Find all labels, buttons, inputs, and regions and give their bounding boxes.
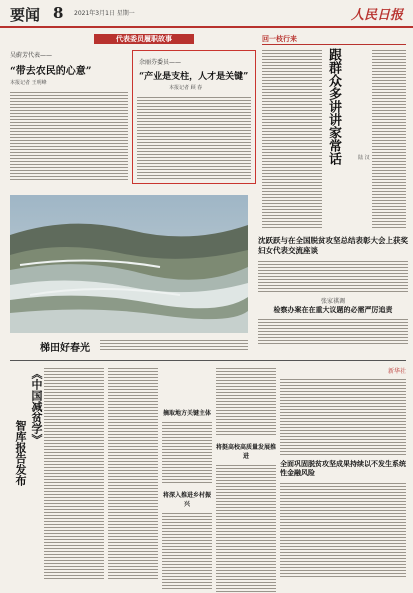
photo-caption-title: 梯田好春光	[40, 343, 90, 354]
sub2-pre-body	[216, 366, 276, 436]
bottom-divider	[10, 360, 406, 361]
middle-right-block	[258, 236, 408, 354]
issue-date: 2021年3月1日 星期一	[74, 10, 135, 17]
right-vertical-title: 跟群众多讲讲家常话	[326, 48, 341, 165]
right-column	[262, 34, 406, 230]
headline1-body	[258, 259, 408, 293]
headline-procuratorate: 检察办案在在重大议题的必需严厉追责	[273, 305, 393, 314]
page-header	[0, 0, 413, 28]
sub2-body	[216, 463, 276, 593]
kicker2: 张家祺调	[320, 298, 345, 305]
subhead-3: 将深入推进乡村振兴	[162, 492, 211, 508]
story1-block	[10, 50, 128, 190]
right-column-header: 回一枝行来	[262, 34, 406, 45]
right-col-text-a	[262, 48, 322, 228]
bottom-mid-body-a	[108, 366, 158, 580]
bottom-credit: 新华社	[387, 368, 406, 375]
newspaper-logo: 人民日报	[350, 8, 403, 23]
headline2-body	[258, 317, 408, 345]
story2-title: “产业是支柱，人才是关键”	[139, 72, 249, 82]
story2-highlight-box	[132, 50, 256, 184]
story2-kicker: 余丽芬委员——	[139, 59, 182, 66]
bottom-mid-col	[162, 366, 212, 580]
right-col-text-b	[372, 48, 406, 228]
subhead-1: 摘取地方关键主体	[162, 410, 211, 417]
story1-byline: 本报记者 王明峰	[10, 80, 47, 86]
bottom-right-col	[280, 366, 406, 580]
sub1-body	[162, 420, 212, 484]
terraces-image	[10, 195, 248, 333]
photo-caption-text	[100, 338, 248, 350]
bottom-vertical-title-1: 《中国减贫学》	[30, 368, 43, 445]
page-number: 8	[53, 4, 64, 22]
section-name: 要闻	[10, 6, 41, 24]
right-byline: 陆 汉	[358, 155, 370, 161]
bottom-left-body	[44, 366, 104, 580]
story2-byline: 本报记者 顾 春	[169, 85, 203, 91]
sub3-body	[162, 511, 212, 591]
bottom-mid-col-2	[216, 366, 276, 580]
story1-kicker: 吴蔚芳代表——	[10, 52, 53, 59]
terraces-photo	[10, 195, 248, 333]
story1-title: “带去农民的心意”	[10, 66, 92, 77]
story1-body	[10, 90, 128, 182]
bottom-vertical-title-2: 智库报告发布	[14, 420, 27, 486]
feature-banner: 代表委员履职故事	[94, 34, 194, 44]
bottom-right-body-a	[280, 377, 406, 455]
headline-women-reps: 沈跃跃与在全国脱贫攻坚总结表彰大会上获奖妇女代表交流座谈	[258, 236, 408, 255]
bottom-right-body-b	[280, 481, 406, 577]
subhead-2: 将挺高校高质量发展推进	[216, 444, 277, 460]
bottom-right-headline: 全面巩固脱贫攻坚成果持续以不发生系统性金融风险	[280, 459, 406, 477]
story2-body	[137, 95, 251, 181]
